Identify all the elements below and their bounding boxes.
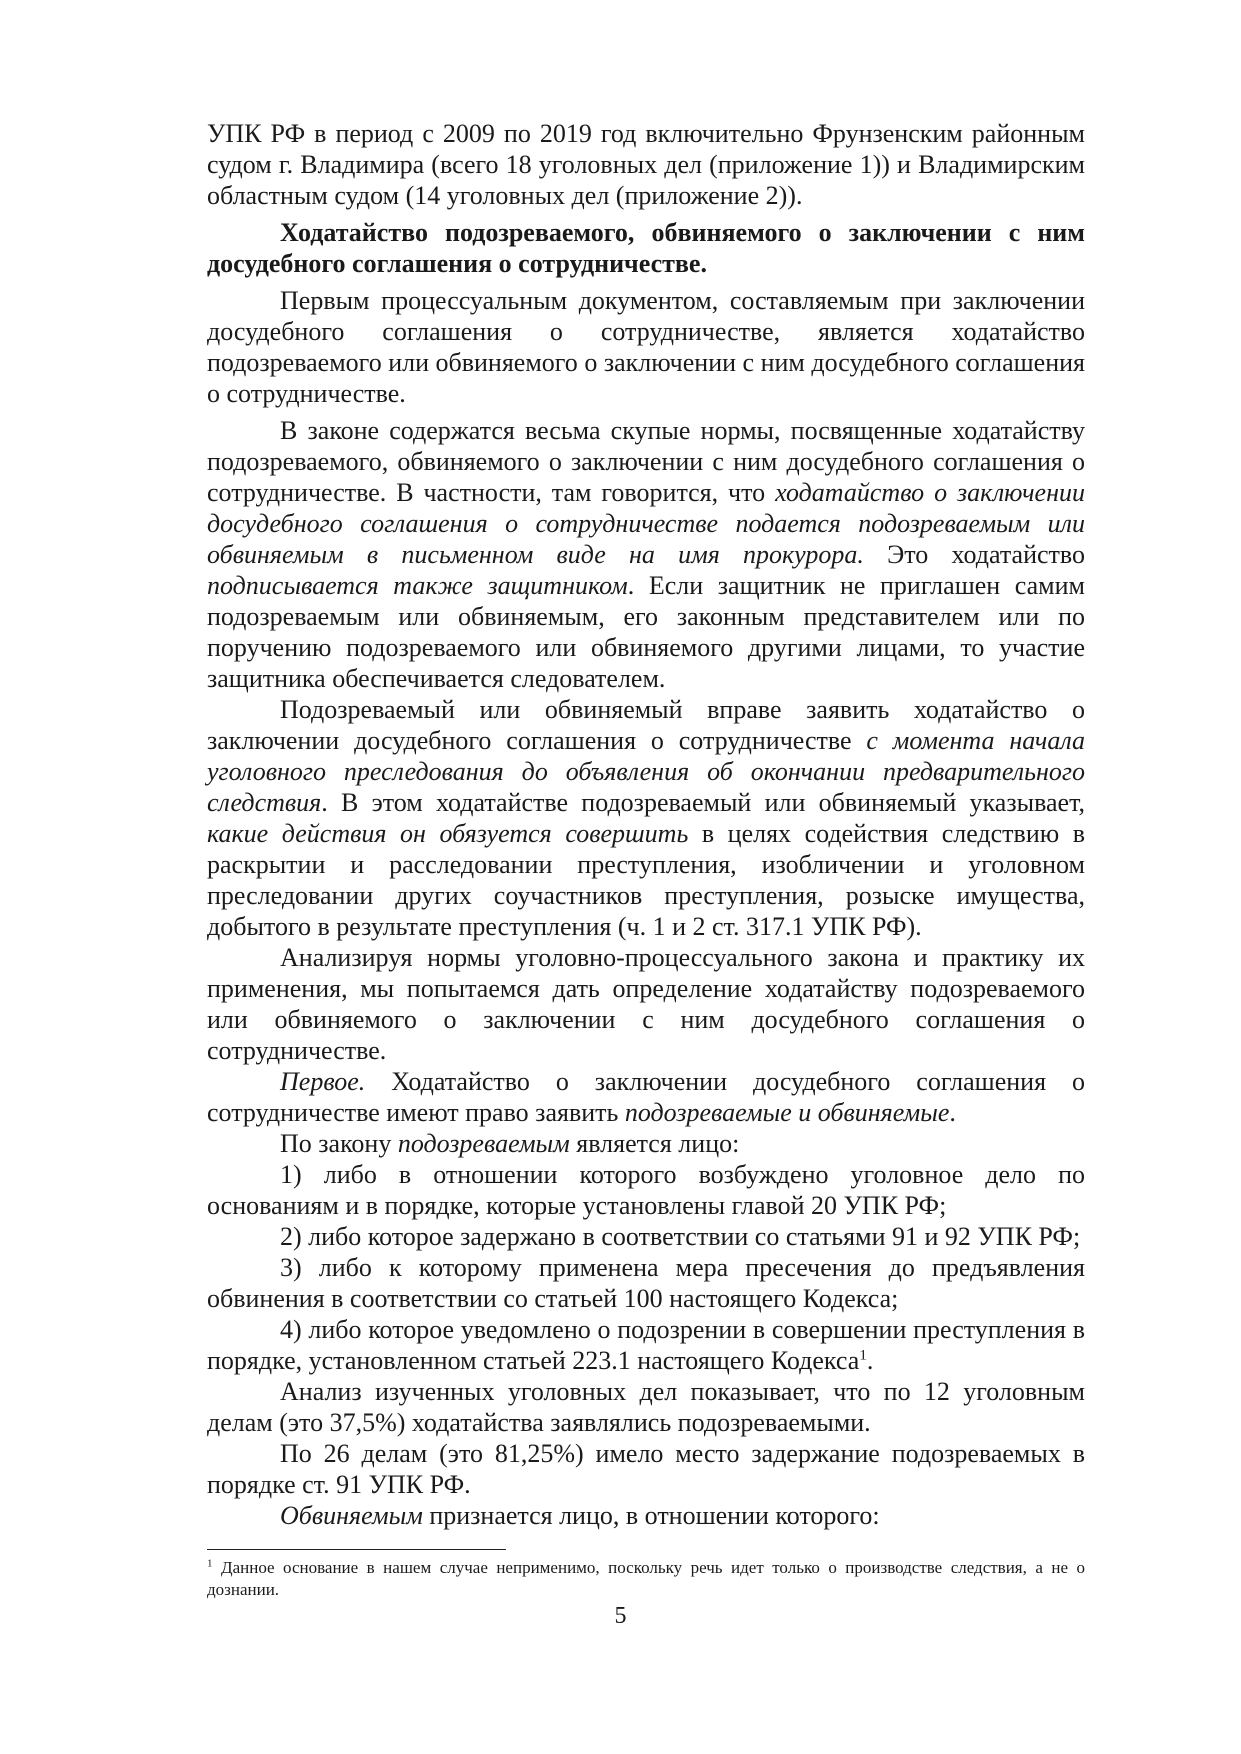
text-run: Подозреваемый или обвиняемый вправе заявить ходатайство о заключении досудебного соглашения о сотрудничестве <box>207 695 1085 755</box>
paragraph <box>207 694 1085 942</box>
text-run: 4) либо которое уведомлено о подозрении в совершении преступления в порядке, установленном статьей 223.1 настоящего Кодекса <box>207 1315 1085 1375</box>
italic-run: ходатайство о заключении досудебного соглашения о сотрудничестве подается подозреваемым или обвиняемым в письменном виде на имя прокурора. <box>207 478 1085 569</box>
paragraph: УПК РФ в период с 2009 по 2019 год включительно Фрунзенским районным судом г. Владимира (всего 18 уголовных дел (приложение 1)) и Владимирским областным судом (14 уголовных дел (приложение 2)). <box>207 119 1085 210</box>
text-run: признается лицо, в отношении которого: <box>422 1501 880 1530</box>
paragraph: По 26 делам (это 81,25%) имело место задержание подозреваемых в порядке ст. 91 УПК РФ. <box>207 1439 1085 1499</box>
text-run: . Если защитник не приглашен самим подозреваемым или обвиняемым, его законным представителем или по поручению подозреваемого или обвиняемого другими лицами, то участие защитника обеспечивается следователем. <box>207 571 1085 693</box>
paragraph <box>207 1128 1085 1159</box>
list-item: 2) либо которое задержано в соответствии со статьями 91 и 92 УПК РФ; <box>280 1222 1081 1251</box>
list-item: 1) либо в отношении которого возбуждено уголовное дело по основаниям и в порядке, которые установлены главой 20 УПК РФ; <box>207 1160 1085 1220</box>
page-number: 5 <box>614 1603 627 1629</box>
footnote-mark: 1 <box>207 1557 213 1570</box>
italic-run: подписывается также защитником <box>207 571 628 600</box>
paragraph: Анализируя нормы уголовно-процессуального закона и практику их применения, мы попытаемся дать определение ходатайству подозреваемого или обвиняемого о заключении с ним досудебного соглашения о сотрудничестве. <box>207 943 1085 1065</box>
text-run: . В этом ходатайстве подозреваемый или обвиняемый указывает, <box>321 788 1085 817</box>
italic-run: Первое. <box>280 1067 366 1096</box>
footnote-text: Данное основание в нашем случае неприменимо, поскольку речь идет только о производстве следствия, а не о дознании. <box>207 1558 1085 1599</box>
text-run: Это ходатайство <box>863 540 1085 569</box>
text-run: В законе содержатся весьма скупые нормы, посвященные ходатайству подозреваемого, обвиняемого о заключении с ним досудебного соглашения о сотрудничестве. В частности, там говорится, что <box>207 416 1085 507</box>
footnote-separator <box>207 1549 506 1550</box>
list-item: 3) либо к которому применена мера пресечения до предъявления обвинения в соответствии со статьей 100 настоящего Кодекса; <box>207 1253 1085 1313</box>
italic-run: Обвиняемым <box>280 1501 423 1530</box>
list-item <box>207 1314 1085 1376</box>
paragraph <box>207 1066 1085 1128</box>
text-run: . <box>949 1098 956 1127</box>
italic-run: с момента начала уголовного преследования до объявления об окончании предварительного следствия <box>207 726 1085 817</box>
section-heading: Ходатайство подозреваемого, обвиняемого о заключении с ним досудебного соглашения о сотрудничестве. <box>207 218 1085 278</box>
italic-run: подозреваемым <box>397 1129 570 1158</box>
footnote-reference[interactable]: 1 <box>859 1347 867 1364</box>
document-body <box>207 118 1085 1531</box>
text-run: является лицо: <box>569 1129 740 1158</box>
italic-run: какие действия он обязуется совершить <box>207 819 689 848</box>
text-run: в целях содействия следствию в раскрытии и расследовании преступления, изобличении и уголовном преследовании других соучастников преступления, розыске имущества, добытого в результате преступления (ч. 1 и 2 ст. 317.1 УПК РФ). <box>207 819 1085 941</box>
paragraph <box>207 1500 1085 1531</box>
text-run: . <box>866 1346 874 1375</box>
footnote <box>207 1557 1085 1601</box>
paragraph: Анализ изученных уголовных дел показывает, что по 12 уголовным делам (это 37,5%) ходатайства заявлялись подозреваемыми. <box>207 1377 1085 1437</box>
paragraph <box>207 415 1085 694</box>
italic-run: подозреваемые и обвиняемые <box>624 1098 950 1127</box>
text-run: Ходатайство о заключении досудебного соглашения о сотрудничестве имеют право заявить <box>207 1067 1085 1127</box>
text-run: По закону <box>280 1129 398 1158</box>
paragraph: Первым процессуальным документом, составляемым при заключении досудебного соглашения о сотрудничестве, является ходатайство подозреваемого или обвиняемого о заключении с ним досудебного соглашения о сотрудничестве. <box>207 286 1085 408</box>
